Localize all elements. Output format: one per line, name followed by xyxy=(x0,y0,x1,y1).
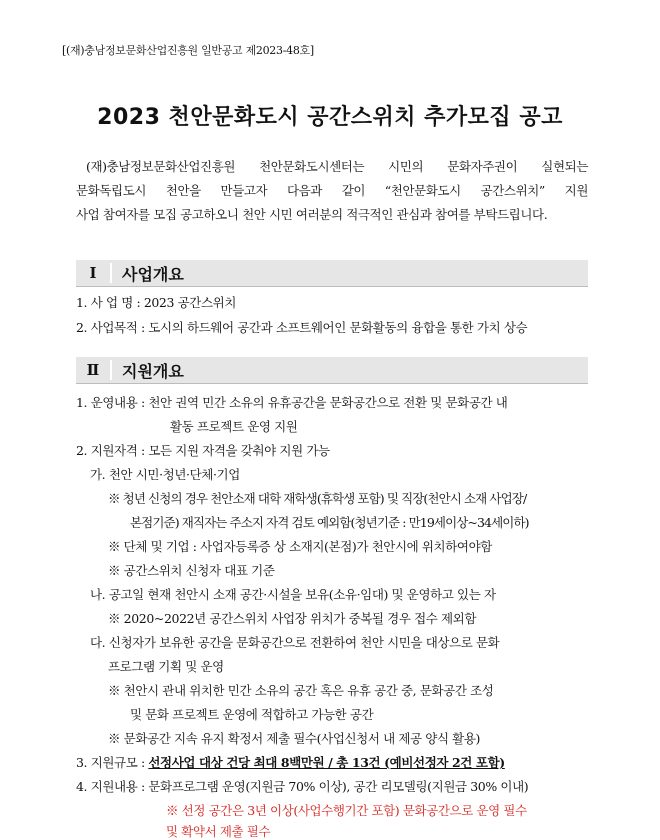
note-item: ※ 2020~2022년 공간스위치 사업장 위치가 중복될 경우 접수 제외함 xyxy=(108,611,477,626)
intro-line: 사업 참여자를 모집 공고하오니 천안 시민 여러분의 적극적인 관심과 참여를 부탁드립니다. xyxy=(76,207,548,222)
warning-note: ※ 선정 공간은 3년 이상(사업수행기간 포함) 문화공간으로 운영 필수 xyxy=(166,803,527,818)
list-item: 4. 지원내용 : 문화프로그램 운영(지원금 70% 이상), 공간 리모델링(지원금 30% 이내) xyxy=(76,779,529,794)
sub-item: 다. 신청자가 보유한 공간을 문화공간으로 전환하여 천안 시민을 대상으로 문화 xyxy=(90,635,500,650)
support-scale-value: 선정사업 대상 건당 최대 8백만원 / 총 13건 (예비선정자 2건 포함) xyxy=(148,755,505,770)
intro-line: 문화독립도시 천안을 만들고자 다음과 같이 “천안문화도시 공간스위치” 지원 xyxy=(76,183,588,198)
notice-number-label: [(재)충남정보문화산업진흥원 일반공고 제2023-48호] xyxy=(62,44,314,57)
section-number: Ⅱ xyxy=(86,361,100,379)
list-item: 1. 운영내용 : 천안 권역 민간 소유의 유휴공간을 문화공간으로 전환 및 문화공간 내 xyxy=(76,395,508,410)
warning-note-continuation: 및 확약서 제출 필수 xyxy=(166,824,271,839)
note-item-continuation: 본점기준) 재직자는 주소지 자격 검토 예외함(청년기준 : 만19세이상~34세이하) xyxy=(130,515,529,530)
intro-line: (재)충남정보문화산업진흥원 천안문화도시센터는 시민의 문화자주권이 실현되는 xyxy=(86,159,588,174)
note-item: ※ 공간스위치 신청자 대표 기준 xyxy=(108,563,275,578)
note-item: ※ 단체 및 기업 : 사업자등록증 상 소재지(본점)가 천안시에 위치하여야함 xyxy=(108,539,492,554)
note-item: ※ 천안시 관내 위치한 민간 소유의 공간 혹은 유휴 공간 중, 문화공간 조성 xyxy=(108,683,494,698)
list-item: 2. 지원자격 : 모든 지원 자격을 갖춰야 지원 가능 xyxy=(76,443,330,458)
section-title: 지원개요 xyxy=(122,361,184,381)
sub-item: 가. 천안 시민·청년·단체·기업 xyxy=(90,467,240,482)
intro-paragraph xyxy=(76,155,588,227)
section-header-overview xyxy=(76,260,588,287)
section-number: Ⅰ xyxy=(89,264,97,282)
support-scale-label: 3. 지원규모 : xyxy=(76,755,149,770)
list-item: 2. 사업목적 : 도시의 하드웨어 공간과 소프트웨어인 문화활동의 융합을 통한 가치 상승 xyxy=(76,320,528,335)
page-title: 2023 천안문화도시 공간스위치 추가모집 공고 xyxy=(97,105,563,130)
section-title: 사업개요 xyxy=(122,264,184,284)
list-item xyxy=(76,753,505,771)
list-item-continuation: 활동 프로젝트 운영 지원 xyxy=(170,419,298,434)
note-item: ※ 청년 신청의 경우 천안소재 대학 재학생(휴학생 포함) 및 직장(천안시 소재 사업장/ xyxy=(108,491,527,506)
section-header-support xyxy=(76,357,588,384)
note-item-continuation: 및 문화 프로젝트 운영에 적합하고 가능한 공간 xyxy=(130,707,374,722)
sub-item-continuation: 프로그램 기획 및 운영 xyxy=(108,659,224,674)
list-item: 1. 사 업 명 : 2023 공간스위치 xyxy=(76,295,236,310)
sub-item: 나. 공고일 현재 천안시 소재 공간·시설을 보유(소유·임대) 및 운영하고 있는 자 xyxy=(90,587,496,602)
note-item: ※ 문화공간 지속 유지 확정서 제출 필수(사업신청서 내 제공 양식 활용) xyxy=(108,731,481,746)
